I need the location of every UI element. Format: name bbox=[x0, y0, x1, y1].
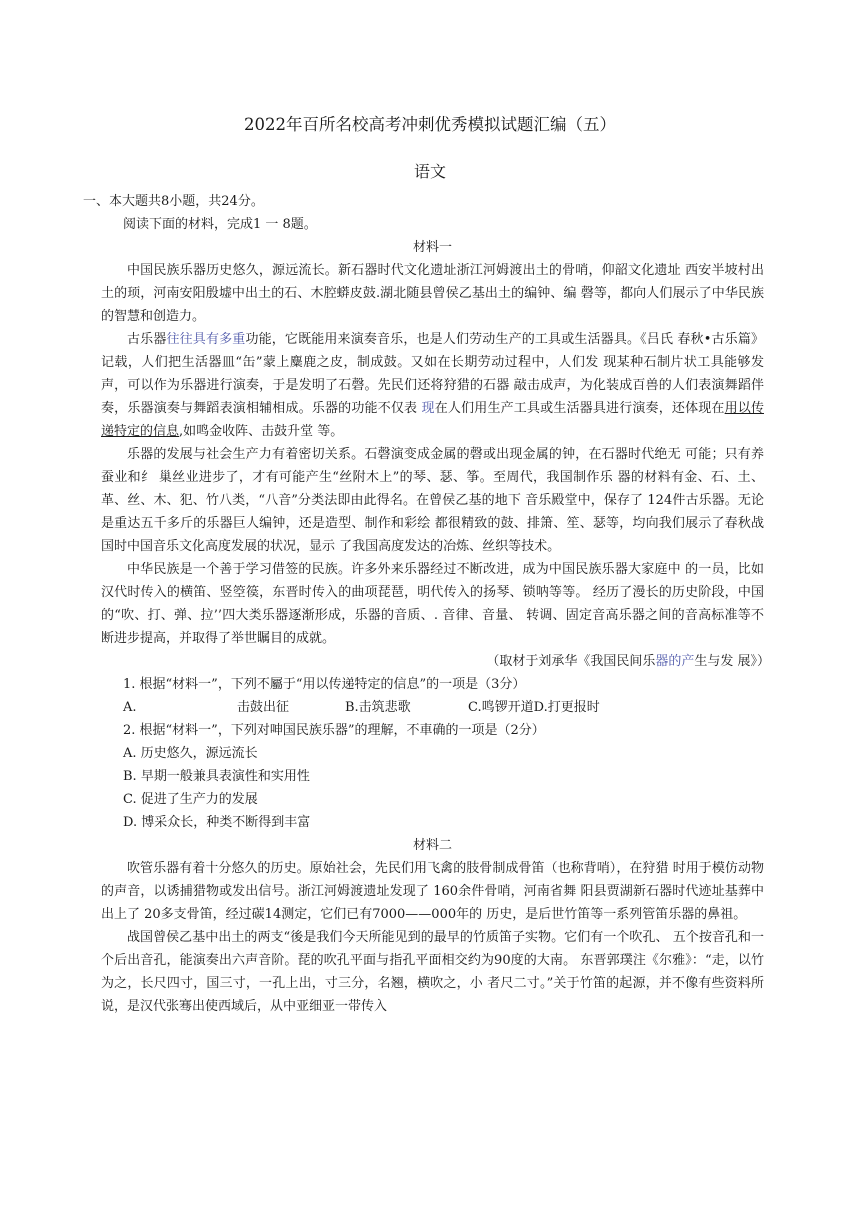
underlined-phrase: 用以传递特定的信息 bbox=[101, 401, 764, 439]
document-title: 2022年百所名校高考冲刺优秀模拟试题汇编（五） bbox=[244, 115, 616, 134]
question-2-option-b: B. 早期一般兼具表演性和实用性 bbox=[123, 769, 310, 784]
material-one-paragraph-2: 古乐器往往具有多重功能，它既能用来演奏音乐，也是人们劳动生产的工具或生活器具。《吕氏 春秋•古乐篇》记载，人们把生活器皿“缶”蒙上麋鹿之皮，制成鼓。又如在长期劳动过程中，人们发 现某种石制片状工具能够发声，可以作为乐器进行演奏，于是发明了石磬。先民们还将狩猎的石器 敲击成声，为化装成百兽的人们表演舞蹈伴奏，乐器演奏与舞蹈表演相辅相成。乐器的功能不仅表 现在人们用生产工具或生活器具进行演奏，还体现在用以传递特定的信息,如鸣金收阵、击鼓升堂 等。 bbox=[101, 332, 764, 439]
question-2-option-c: C. 促进了生产力的发展 bbox=[123, 792, 258, 807]
question-2-stem: 2. 根据“材料一”，下列对呻国民族乐器”的理解，不車确的一项是（2分） bbox=[123, 723, 545, 738]
option-b: B.击筑悲歌 bbox=[345, 700, 411, 715]
option-a-label: A. bbox=[123, 700, 137, 715]
material-one-paragraph-1: 中国民族乐器历史悠久，源远流长。新石器时代文化遗址浙江河姆渡出土的骨哨，仰韶文化遗址 西安半坡村出土的顼，河南安阳殷墟中出土的石、木腔蟒皮鼓.湖北随县曾侯乙基出土的编钟、编 磬等，都向人们展示了中华民族的智慧和创造力。 bbox=[101, 263, 764, 324]
material-two-paragraph-2: 战国曾侯乙基中出土的两支“後是我们今天所能见到的最早的竹质笛子实物。它们有一个吹孔、 五个按音孔和一个后出音孔，能演奏出六声音阶。琵的吹孔平面与指孔平面相交约为90度的大南。 东晋郭璞注《尔雅》：“走，以竹为之，长尺四寸，国三寸，一孔上出，寸三分，名翘，横吹之，小 者尺二寸。”关于竹笛的起源，并不像有些资料所说，是汉代张骞出使西域后，从中亚细亚一带传入 bbox=[101, 930, 764, 1014]
section-heading: 一、本大题共8小题，共24分。 bbox=[83, 194, 264, 209]
reading-instruction: 阅读下面的材料，完成1 一 8题。 bbox=[123, 217, 317, 232]
material-two-label: 材料二 bbox=[412, 838, 452, 853]
question-1-stem: 1. 根据“材料一”，下列不屬于“用以传递特定的信息”的一项是（3分） bbox=[123, 677, 526, 692]
question-2-option-d: D. 博采众长，种类不断得到丰富 bbox=[123, 815, 311, 830]
material-one-paragraph-3: 乐器的发展与社会生产力有着密切关系。石磬演变成金属的磬或出现金属的钟，在石器时代绝无 可能；只有养蚕业和纟 巢丝业进步了，才有可能产生“丝附木上”的琴、瑟、筝。至周代，我国制作乐 器的材料有金、石、土、革、丝、木、犯、竹八类，“八音”分类法即由此得名。在曾侯乙基的地下 音乐殿堂中，保存了 124件古乐器。无论是重达五千多斤的乐器巨人编钟，还是造型、制作和彩绘 都很精致的鼓、排箫、笙、瑟等，均向我们展示了春秋战国时中国音乐文化高度发展的状况，显示 了我国高度发达的冶炼、丝织等技术。 bbox=[101, 447, 764, 554]
option-c: C.鸣锣开道 bbox=[468, 700, 534, 715]
highlighted-text: 现 bbox=[421, 401, 435, 416]
material-one-paragraph-4: 中华民族是一个善于学习借签的民族。许多外来乐器经过不断改进，成为中国民族乐器大家庭中 的一员，比如汉代时传入的横笛、竖箜篌，东晋时传入的曲项琵琶，明代传入的扬琴、锁呐等等。 经历了漫长的历史阶段，中国的“吹、打、弹、拉’’四大类乐器逐渐形成，乐器的音质、. 音律、音量、 转调、固定音高乐器之间的音高标准等不断进步提高，并取得了举世瞩目的成就。 bbox=[101, 562, 764, 646]
question-2-option-a: A. 历史悠久，源远流长 bbox=[123, 746, 258, 761]
material-two-paragraph-1: 吹管乐器有着十分悠久的历史。原始社会，先民们用飞禽的肢骨制成骨笛（也称背哨），在狩猎 时用于模仿动物的声音，以诱捕猎物或发出信号。浙江河姆渡遗址发现了 160余件骨哨，河南省舞 阳县贾湖新石器时代迹址基葬中出上了 20多支骨笛，经过碳14测定，它们已有7000——000年的 历史，是后世竹笛等一系列管笛乐器的鼻祖。 bbox=[101, 861, 764, 922]
source-citation: （取材于刘承华《我国民间乐器的产生与发 展》） bbox=[486, 654, 770, 669]
question-1-options bbox=[101, 696, 764, 719]
subject-heading: 语文 bbox=[413, 162, 446, 181]
highlighted-text: 往往具有多重 bbox=[166, 332, 246, 347]
material-one-label: 材料一 bbox=[412, 240, 452, 255]
option-d: D.打更报时 bbox=[533, 700, 600, 715]
option-a: 击鼓出征 bbox=[237, 700, 290, 715]
document-body bbox=[83, 190, 770, 1018]
